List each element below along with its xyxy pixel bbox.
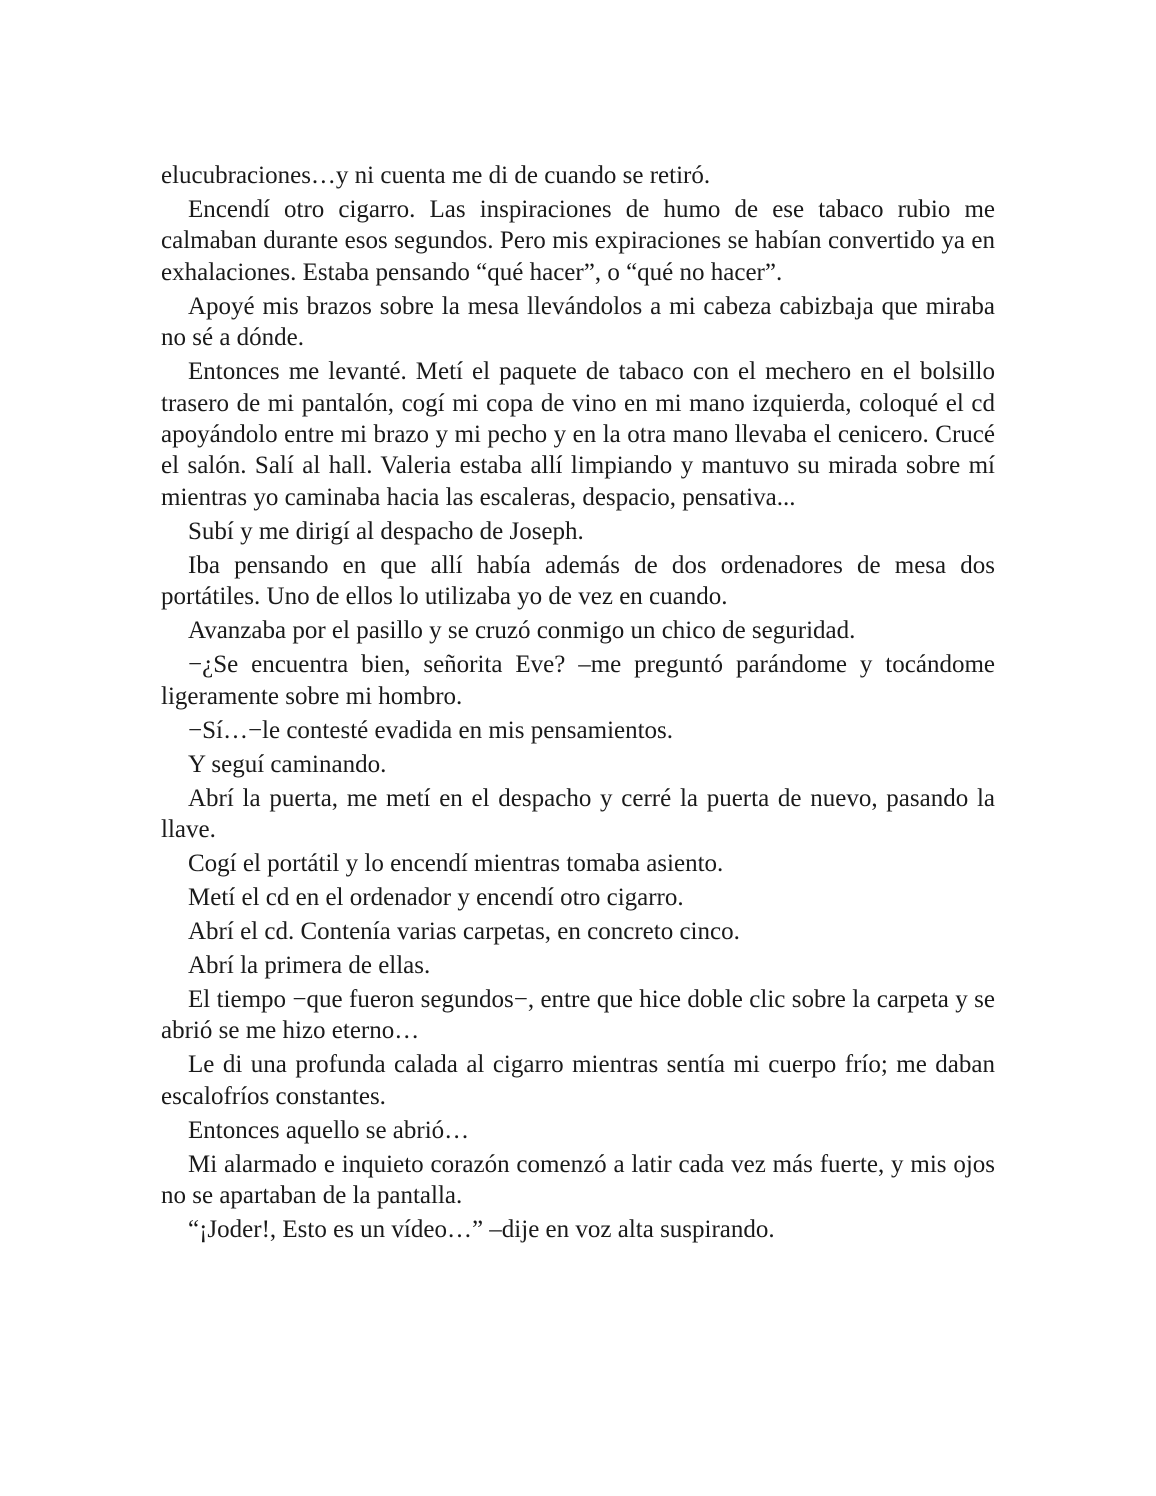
paragraph-16: El tiempo −que fueron segundos−, entre que hice doble clic sobre la carpeta y se abrió se me hizo eterno… bbox=[161, 986, 995, 1045]
paragraph-12: Cogí el portátil y lo encendí mientras tomaba asiento. bbox=[188, 850, 724, 878]
paragraph-17: Le di una profunda calada al cigarro mientras sentía mi cuerpo frío; me daban escalofríos constantes. bbox=[161, 1051, 995, 1110]
paragraph-14: Abrí el cd. Contenía varias carpetas, en concreto cinco. bbox=[188, 918, 740, 946]
paragraph-19: Mi alarmado e inquieto corazón comenzó a latir cada vez más fuerte, y mis ojos no se apartaban de la pantalla. bbox=[161, 1150, 995, 1210]
page-text bbox=[161, 160, 995, 1248]
paragraph-15: Abrí la primera de ellas. bbox=[188, 952, 431, 980]
paragraph-11: Abrí la puerta, me metí en el despacho y cerré la puerta de nuevo, pasando la llave. bbox=[161, 784, 995, 844]
paragraph-5: Subí y me dirigí al despacho de Joseph. bbox=[188, 517, 584, 545]
paragraph-13: Metí el cd en el ordenador y encendí otro cigarro. bbox=[188, 884, 684, 912]
paragraph-9: −Sí…−le contesté evadida en mis pensamientos. bbox=[188, 716, 674, 744]
paragraph-6: Iba pensando en que allí había además de dos ordenadores de mesa dos portátiles. Uno de ellos lo utilizaba yo de vez en cuando. bbox=[161, 551, 995, 611]
paragraph-2: Encendí otro cigarro. Las inspiraciones de humo de ese tabaco rubio me calmaban durante esos segundos. Pero mis expiraciones se habían convertido ya en exhalaciones. Estaba pensando “qué hacer”, o “qué no hacer”. bbox=[161, 196, 995, 286]
paragraph-3: Apoyé mis brazos sobre la mesa llevándolos a mi cabeza cabizbaja que miraba no sé a dónde. bbox=[161, 292, 995, 352]
paragraph-1: elucubraciones…y ni cuenta me di de cuando se retiró. bbox=[161, 162, 711, 189]
paragraph-8: −¿Se encuentra bien, señorita Eve? –me preguntó parándome y tocándome ligeramente sobre mi hombro. bbox=[161, 651, 995, 710]
paragraph-4: Entonces me levanté. Metí el paquete de tabaco con el mechero en el bolsillo trasero de mi pantalón, cogí mi copa de vino en mi mano izquierda, coloqué el cd apoyándolo entre mi brazo y mi pecho y en la otra mano llevaba el cenicero. Crucé el salón. Salí al hall. Valeria estaba allí limpiando y mantuvo su mirada sobre mí mientras yo caminaba hacia las escaleras, despacio, pensativa... bbox=[161, 358, 995, 511]
paragraph-20: “¡Joder!, Esto es un vídeo…” –dije en voz alta suspirando. bbox=[188, 1216, 775, 1244]
paragraph-10: Y seguí caminando. bbox=[188, 750, 387, 778]
paragraph-18: Entonces aquello se abrió… bbox=[188, 1116, 470, 1144]
paragraph-7: Avanzaba por el pasillo y se cruzó conmigo un chico de seguridad. bbox=[188, 617, 856, 645]
